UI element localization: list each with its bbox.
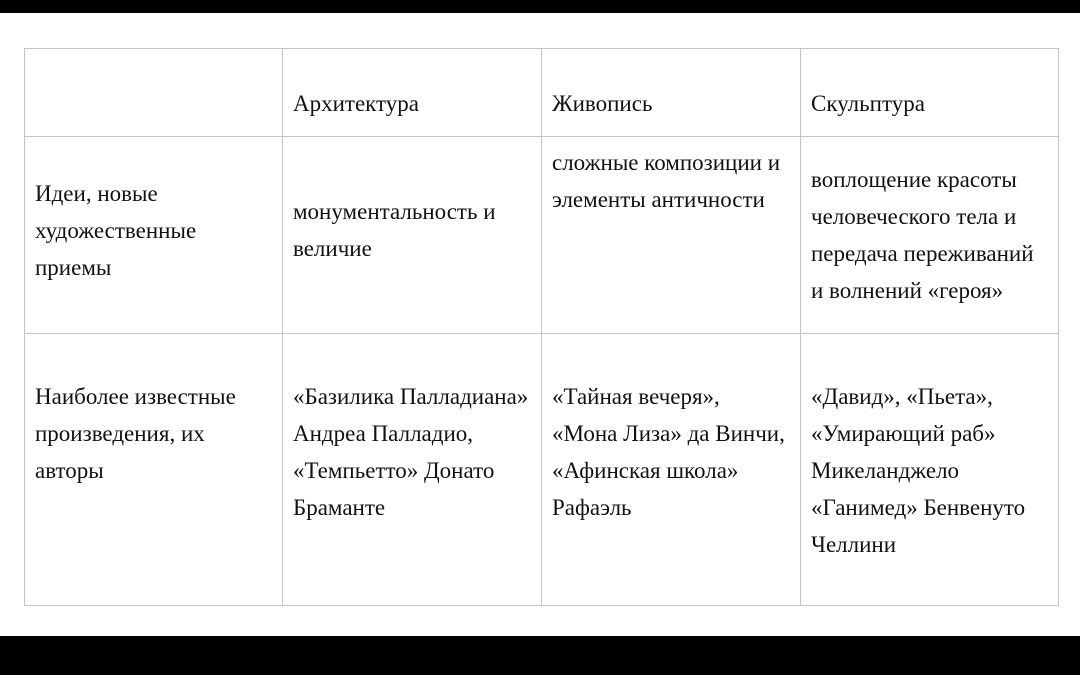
table-header-sculpture bbox=[801, 49, 1059, 137]
architecture-text: монументальность и величие bbox=[293, 199, 496, 261]
painting-cell bbox=[542, 137, 801, 334]
comparison-table bbox=[24, 48, 1059, 606]
architecture-cell bbox=[283, 137, 542, 334]
table-header-architecture bbox=[283, 49, 542, 137]
row-label-cell bbox=[25, 137, 283, 334]
architecture-text: «Базилика Палладиана» Андреа Палладио, «Темпьетто» Донато Браманте bbox=[293, 384, 529, 520]
sculpture-cell bbox=[801, 137, 1059, 334]
sculpture-cell bbox=[801, 334, 1059, 606]
table-row bbox=[25, 334, 1059, 606]
bottom-black-bar bbox=[0, 636, 1080, 675]
row-label-text: Наиболее известные произведения, их авторы bbox=[35, 384, 236, 483]
architecture-cell bbox=[283, 334, 542, 606]
row-label-cell bbox=[25, 334, 283, 606]
painting-cell bbox=[542, 334, 801, 606]
row-label-text: Идеи, новые художественные приемы bbox=[35, 180, 197, 280]
table-header-sculpture-text: Скульптура bbox=[811, 91, 925, 116]
table-header-painting-text: Живопись bbox=[552, 91, 653, 116]
top-black-bar bbox=[0, 0, 1080, 13]
table-header-architecture-text: Архитектура bbox=[293, 91, 420, 116]
sculpture-text: «Давид», «Пьета», «Умирающий раб» Микеланджело «Ганимед» Бенвенуто Челлини bbox=[811, 384, 1026, 557]
table-header-row bbox=[25, 49, 1059, 137]
sculpture-text: воплощение красоты человеческого тела и передача переживаний и волнений «героя» bbox=[811, 167, 1034, 303]
table-row bbox=[25, 137, 1059, 334]
painting-text: «Тайная вечеря», «Мона Лиза» да Винчи, «Афинская школа» Рафаэль bbox=[552, 384, 785, 520]
table-header-corner-cell bbox=[25, 49, 283, 137]
table-header-painting bbox=[542, 49, 801, 137]
painting-text: сложные композиции и элементы античности bbox=[552, 150, 781, 212]
